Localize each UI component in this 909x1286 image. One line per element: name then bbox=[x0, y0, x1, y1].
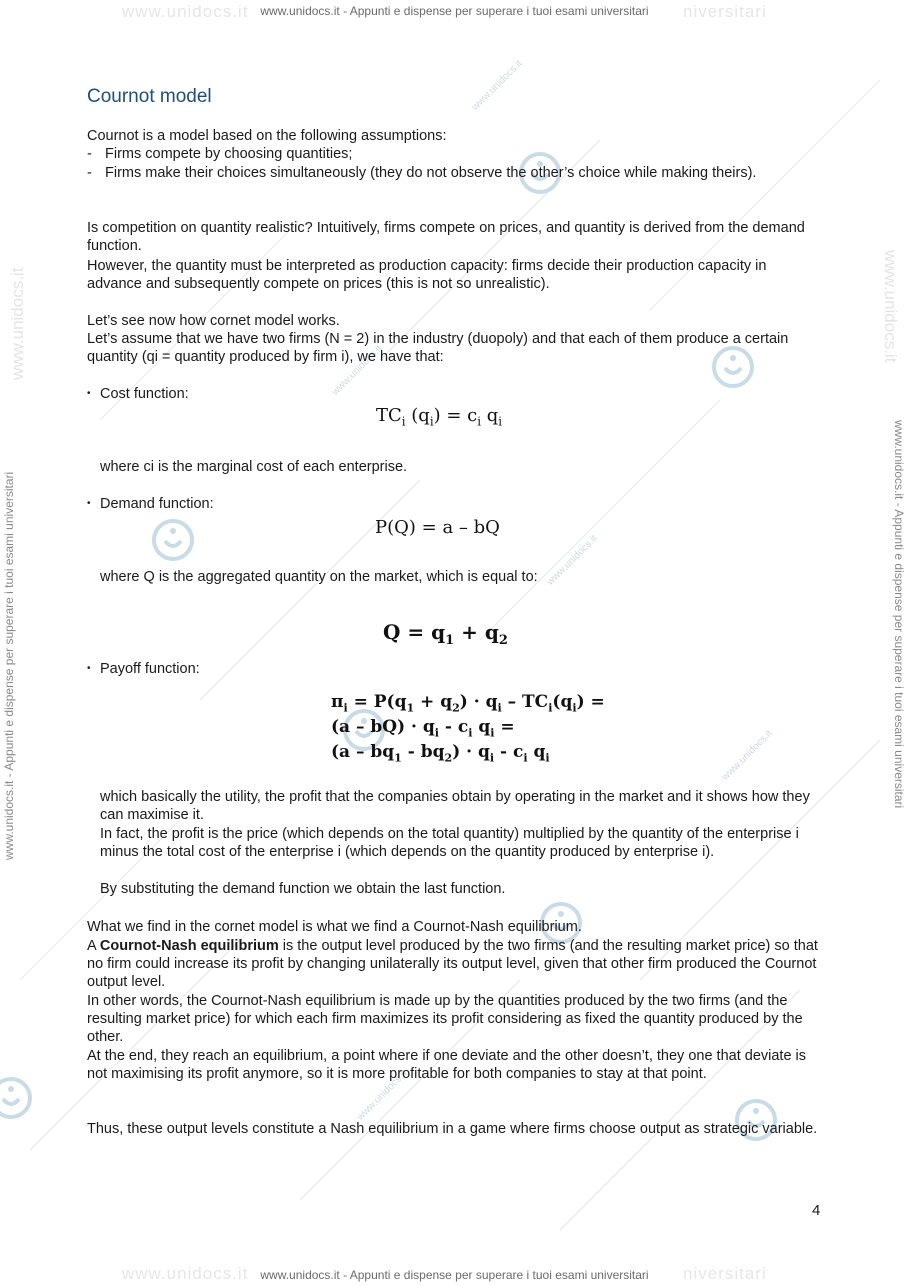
model-intro-1: Let’s see now how cornet model works. bbox=[87, 313, 340, 329]
unidocs-logo-icon bbox=[150, 517, 196, 563]
watermark-ghost-tail: niversitari bbox=[683, 2, 767, 21]
watermark-side-right: www.unidocs.it - Appunti e dispense per superare i tuoi esami universitari bbox=[892, 420, 906, 809]
bullet-marker: • bbox=[87, 498, 91, 509]
assumption-text: Firms compete by choosing quantities; bbox=[105, 146, 353, 162]
assumption-item bbox=[87, 145, 822, 163]
demand-formula: P(Q) = a – bQ bbox=[375, 517, 500, 538]
payoff-formula-line-2: $(a - bQ) \cdot q_i - c_i$ $q_i$ = bbox=[331, 717, 515, 740]
cournot-nash-term: Cournot-Nash equilibrium bbox=[99, 938, 279, 954]
payoff-formula-line-3: $(a - bq_1 - bq_2) \cdot q_i - c_i$ $q_i$ bbox=[331, 742, 550, 765]
watermark-header: www.unidocs.it - Appunti e dispense per superare i tuoi esami universitari bbox=[260, 4, 649, 18]
realism-paragraph-1: Is competition on quantity realistic? Intuitively, firms compete on prices, and quantity is derived from the demand function. bbox=[87, 220, 805, 255]
equilibrium-paragraph-4: At the end, they reach an equilibrium, a point where if one deviate and the other doesn’t, they one that deviate is not maximising its profit anymore, so it is more profitable for both companies to stay at that point. bbox=[87, 1048, 807, 1083]
model-intro-2: Let’s assume that we have two firms (N = 2) in the industry (duopoly) and that each of them produce a certain quantity (qi = quantity produced by firm i), we have that: bbox=[87, 331, 789, 366]
equilibrium-definition: A Cournot-Nash equilibrium is the output level produced by the two firms (and the resulting market price) so that no firm could increase its profit by changing unilaterally its output level, given that other firm produced the Cournot output level. bbox=[87, 938, 818, 991]
bullet-label: Cost function: bbox=[100, 386, 189, 402]
watermark-ghost: www.unidocs.it bbox=[122, 1264, 249, 1283]
equilibrium-paragraph-5: Thus, these output levels constitute a Nash equilibrium in a game where firms choose output as strategic variable. bbox=[87, 1121, 818, 1137]
aggregate-quantity-formula: $Q = q_1 + q_2$ bbox=[383, 620, 508, 648]
payoff-explanation-2: In fact, the profit is the price (which depends on the total quantity) multiplied by the quantity of the enterprise i minus the total cost of the enterprise i (which depends on the quantity produced by enterprise i). bbox=[100, 826, 799, 861]
section-title: Cournot model bbox=[87, 86, 212, 107]
payoff-formula-line-1: $\pi_i = P(q_1 + q_2) \cdot q_i - TC_i(q_i)$ = bbox=[331, 692, 605, 715]
page-number: 4 bbox=[812, 1202, 821, 1219]
intro-text: Cournot is a model based on the following assumptions: bbox=[87, 128, 447, 144]
dash-marker: - bbox=[87, 165, 92, 181]
watermark-side-ghost-left: www.unidocs.it bbox=[8, 267, 27, 380]
watermark-diag-label: www.unidocs.it bbox=[330, 343, 385, 398]
payoff-explanation-3: By substituting the demand function we obtain the last function. bbox=[100, 881, 506, 897]
watermark-ghost-tail: niversitari bbox=[683, 1264, 767, 1283]
assumption-item bbox=[87, 164, 822, 200]
realism-paragraph-2: However, the quantity must be interpreted as production capacity: firms decide their production capacity in advance and subsequently compete on prices (this is not so unrealistic). bbox=[87, 258, 767, 293]
watermark-diag-label: www.unidocs.it bbox=[545, 533, 600, 588]
bullet-marker: • bbox=[87, 388, 91, 399]
cost-note: where ci is the marginal cost of each enterprise. bbox=[100, 459, 408, 475]
assumption-text: Firms make their choices simultaneously (they do not observe the other’s choice while making theirs). bbox=[105, 165, 757, 181]
watermark-footer: www.unidocs.it - Appunti e dispense per superare i tuoi esami universitari bbox=[260, 1268, 649, 1282]
watermark-diag-label: www.unidocs.it bbox=[355, 1068, 410, 1123]
demand-note: where Q is the aggregated quantity on the market, which is equal to: bbox=[100, 569, 538, 585]
bullet-label: Demand function: bbox=[100, 496, 214, 512]
unidocs-logo-icon bbox=[0, 1075, 34, 1121]
watermark-side-left: www.unidocs.it - Appunti e dispense per superare i tuoi esami universitari bbox=[2, 471, 16, 860]
watermark-diag-label: www.unidocs.it bbox=[470, 58, 525, 113]
watermark-ghost: www.unidocs.it bbox=[122, 2, 249, 21]
watermark-diag-label: www.unidocs.it bbox=[720, 728, 775, 783]
bullet-label: Payoff function: bbox=[100, 661, 200, 677]
bullet-marker: • bbox=[87, 663, 91, 674]
cost-formula: $TC_i$ $(q_i) = c_i$ $q_i$ bbox=[376, 405, 502, 429]
dash-marker: - bbox=[87, 146, 92, 162]
equilibrium-paragraph-3: In other words, the Cournot-Nash equilibrium is made up by the quantities produced by the two firms (and the resulting market price) for which each firm maximizes its profit considering as fixed the quantity produced by the other. bbox=[87, 993, 803, 1046]
payoff-explanation-1: which basically the utility, the profit that the companies obtain by operating in the market and it shows how they can maximise it. bbox=[100, 789, 810, 824]
equilibrium-paragraph-1: What we find in the cornet model is what we find a Cournot-Nash equilibrium. bbox=[87, 919, 582, 935]
watermark-side-ghost-right: www.unidocs.it bbox=[881, 250, 900, 363]
